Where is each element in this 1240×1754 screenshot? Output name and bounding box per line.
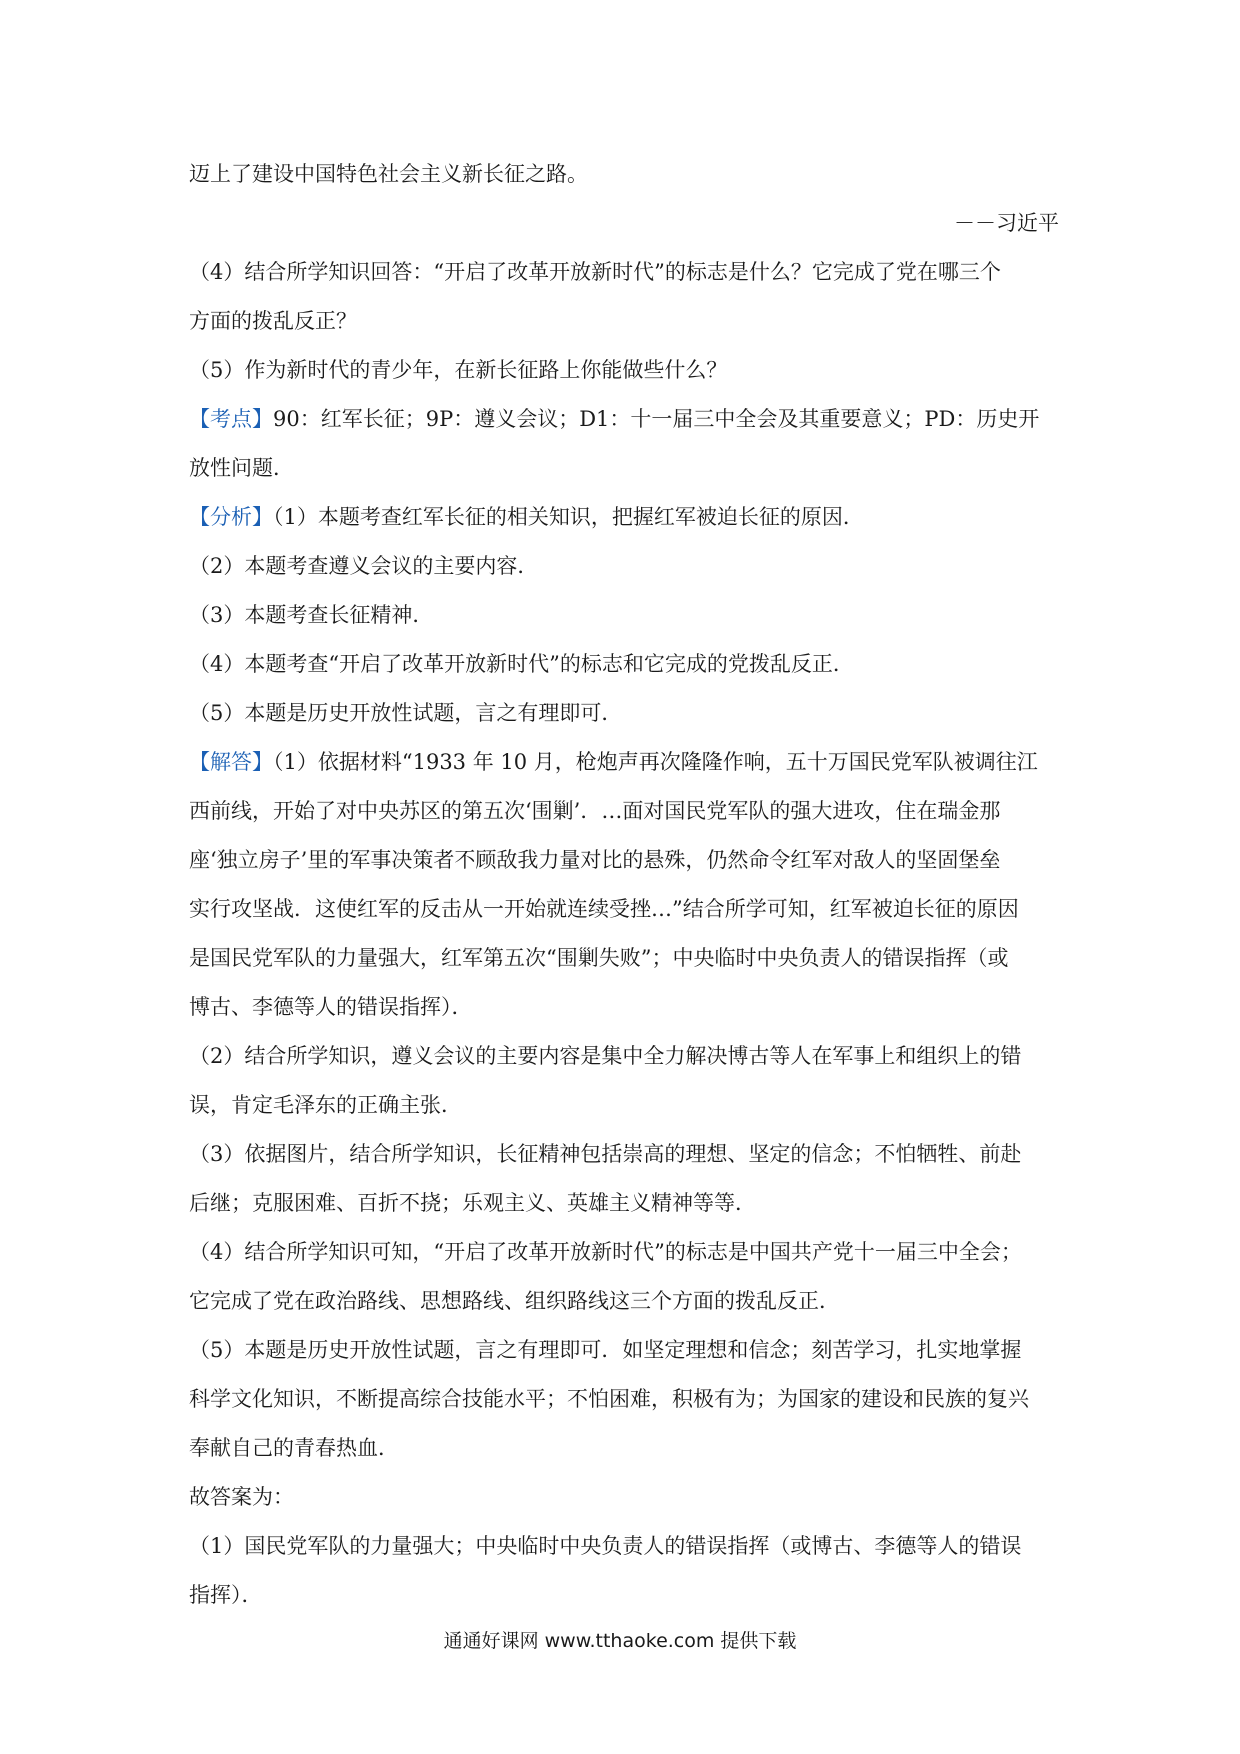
answer-5-line-3: 奉献自己的青春热血． <box>189 1436 399 1460</box>
fenxi-line-3: （3）本题考查长征精神． <box>189 603 434 627</box>
kaodian-line-1 <box>189 395 1059 444</box>
jieda-line-1 <box>189 738 1059 787</box>
fenxi-line-4: （4）本题考查“开启了改革开放新时代”的标志和它完成的党拨乱反正． <box>189 652 854 676</box>
jieda-tag: 【解答】 <box>189 750 273 774</box>
jieda-line-2: 西前线，开始了对中央苏区的第五次‘围剿’．…面对国民党军队的强大进攻，住在瑞金那 <box>189 799 1001 823</box>
answer-5-line-1: （5）本题是历史开放性试题，言之有理即可．如坚定理想和信念；刻苦学习，扎实地掌握 <box>189 1338 1022 1362</box>
answer-4-line-2: 它完成了党在政治路线、思想路线、组织路线这三个方面的拨乱反正． <box>189 1289 840 1313</box>
question-5: （5）作为新时代的青少年，在新长征路上你能做些什么？ <box>189 358 728 382</box>
answer-3-line-1: （3）依据图片，结合所学知识，长征精神包括崇高的理想、坚定的信念；不怕牺牲、前赴 <box>189 1142 1022 1166</box>
fenxi-line-5: （5）本题是历史开放性试题，言之有理即可． <box>189 701 623 725</box>
final-answer-heading: 故答案为： <box>189 1485 294 1509</box>
attribution: －－习近平 <box>954 211 1059 235</box>
question-4-line-2: 方面的拨乱反正？ <box>189 309 357 333</box>
page-footer: 通通好课网 www.tthaoke.com 提供下载 <box>443 1630 797 1652</box>
jieda-line-5: 是国民党军队的力量强大，红军第五次“围剿失败”；中央临时中央负责人的错误指挥（或 <box>189 946 1009 970</box>
fenxi-line-1 <box>189 493 1059 542</box>
kaodian-text: 90：红军长征；9P：遵义会议；D1：十一届三中全会及其重要意义；PD：历史开 <box>273 407 1040 431</box>
jieda-text: （1）依据材料“1933 年 10 月，枪炮声再次隆隆作响，五十万国民党军队被调往江 <box>273 750 1038 774</box>
answer-3-line-2: 后继；克服困难、百折不挠；乐观主义、英雄主义精神等等． <box>189 1191 756 1215</box>
answer-4-line-1: （4）结合所学知识可知，“开启了改革开放新时代”的标志是中国共产党十一届三中全会； <box>189 1240 1022 1264</box>
text-line: 迈上了建设中国特色社会主义新长征之路。 <box>189 162 588 186</box>
final-answer-1-line-1: （1）国民党军队的力量强大；中央临时中央负责人的错误指挥（或博古、李德等人的错误 <box>189 1534 1022 1558</box>
kaodian-tag: 【考点】 <box>189 407 273 431</box>
kaodian-line-2: 放性问题． <box>189 456 294 480</box>
final-answer-1-line-2: 指挥）． <box>189 1583 263 1607</box>
jieda-line-3: 座‘独立房子’里的军事决策者不顾敌我力量对比的悬殊，仍然命令红军对敌人的坚固堡垒 <box>189 848 1001 872</box>
jieda-line-6: 博古、李德等人的错误指挥）． <box>189 995 473 1019</box>
document-body <box>189 150 1059 1620</box>
question-4-line-1: （4）结合所学知识回答：“开启了改革开放新时代”的标志是什么？它完成了党在哪三个 <box>189 260 1001 284</box>
fenxi-text: （1）本题考查红军长征的相关知识，把握红军被迫长征的原因． <box>273 505 864 529</box>
answer-2-line-1: （2）结合所学知识，遵义会议的主要内容是集中全力解决博古等人在军事上和组织上的错 <box>189 1044 1022 1068</box>
fenxi-line-2: （2）本题考查遵义会议的主要内容． <box>189 554 539 578</box>
answer-5-line-2: 科学文化知识，不断提高综合技能水平；不怕困难，积极有为；为国家的建设和民族的复兴 <box>189 1387 1029 1411</box>
answer-2-line-2: 误，肯定毛泽东的正确主张． <box>189 1093 462 1117</box>
jieda-line-4: 实行攻坚战．这使红军的反击从一开始就连续受挫…”结合所学可知，红军被迫长征的原因 <box>189 897 1019 921</box>
fenxi-tag: 【分析】 <box>189 505 273 529</box>
